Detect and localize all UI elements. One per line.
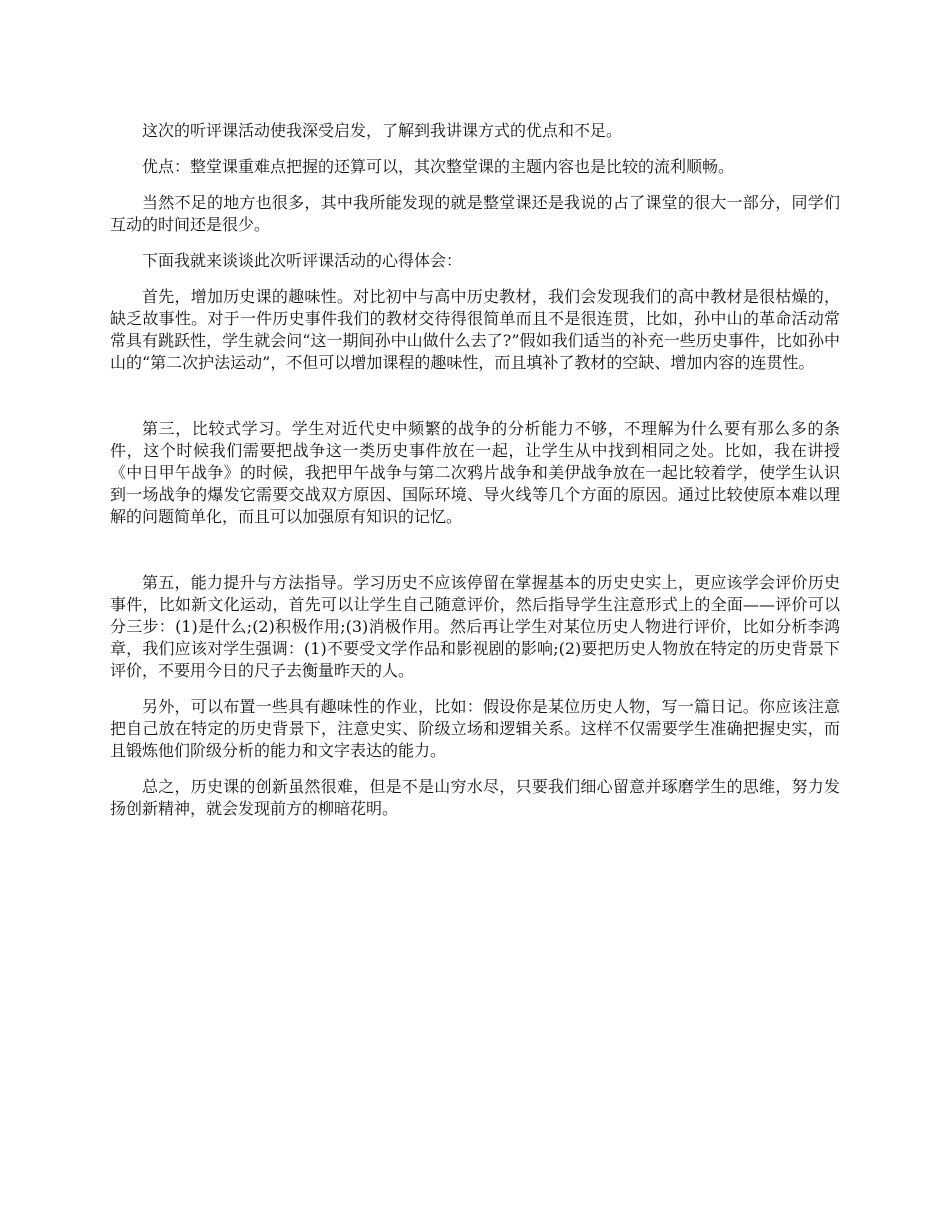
paragraph-third-point: 第三，比较式学习。学生对近代史中频繁的战争的分析能力不够，不理解为什么要有那么多的条件，这个时候我们需要把战争这一类历史事件放在一起，让学生从中找到相同之处。比如，我在讲授《中日甲午战争》的时候，我把甲午战争与第二次鸦片战争和美伊战争放在一起比较着学，使学生认识到一场战争的爆发它需要交战双方原因、国际环境、导火线等几个方面的原因。通过比较使原本难以理解的问题简单化，而且可以加强原有知识的记忆。 bbox=[110, 419, 840, 526]
paragraph-fifth-point: 第五，能力提升与方法指导。学习历史不应该停留在掌握基本的历史史实上，更应该学会评价历史事件，比如新文化运动，首先可以让学生自己随意评价，然后指导学生注意形式上的全面——评价可以分三步：(1)是什么;(2)积极作用;(3)消极作用。然后再让学生对某位历史人物进行评价，比如分析李鸿章，我们应该对学生强调：(1)不要受文学作品和影视剧的影响;(2)要把历史人物放在特定的历史背景下评价，不要用今日的尺子去衡量昨天的人。 bbox=[110, 573, 840, 680]
paragraph-intro: 这次的听评课活动使我深受启发，了解到我讲课方式的优点和不足。 bbox=[142, 121, 623, 140]
paragraph-strengths: 优点：整堂课重难点把握的还算可以，其次整堂课的主题内容也是比较的流利顺畅。 bbox=[142, 157, 735, 176]
paragraph-weaknesses: 当然不足的地方也很多，其中我所能发现的就是整堂课还是我说的占了课堂的很大一部分，同学们互动的时间还是很少。 bbox=[110, 193, 840, 234]
paragraph-homework: 另外，可以布置一些具有趣味性的作业，比如：假设你是某位历史人物，写一篇日记。你应该注意把自己放在特定的历史背景下，注意史实、阶级立场和逻辑关系。这样不仅需要学生准确把握史实，而且锻炼他们阶级分析的能力和文字表达的能力。 bbox=[110, 697, 840, 760]
paragraph-gap bbox=[110, 388, 840, 418]
document-body bbox=[110, 120, 840, 834]
paragraph-conclusion: 总之，历史课的创新虽然很难，但是不是山穷水尽，只要我们细心留意并琢磨学生的思维，努力发扬创新精神，就会发现前方的柳暗花明。 bbox=[110, 777, 840, 818]
paragraph-first-point: 首先，增加历史课的趣味性。对比初中与高中历史教材，我们会发现我们的高中教材是很枯燥的，缺乏故事性。对于一件历史事件我们的教材交待得很简单而且不是很连贯，比如，孙中山的革命活动常常具有跳跃性，学生就会问“这一期间孙中山做什么去了?”假如我们适当的补充一些历史事件，比如孙中山的“第二次护法运动”，不但可以增加课程的趣味性，而且填补了教材的空缺、增加内容的连贯性。 bbox=[110, 287, 840, 372]
paragraph-transition: 下面我就来谈谈此次听评课活动的心得体会： bbox=[142, 251, 463, 270]
paragraph-gap bbox=[110, 542, 840, 572]
